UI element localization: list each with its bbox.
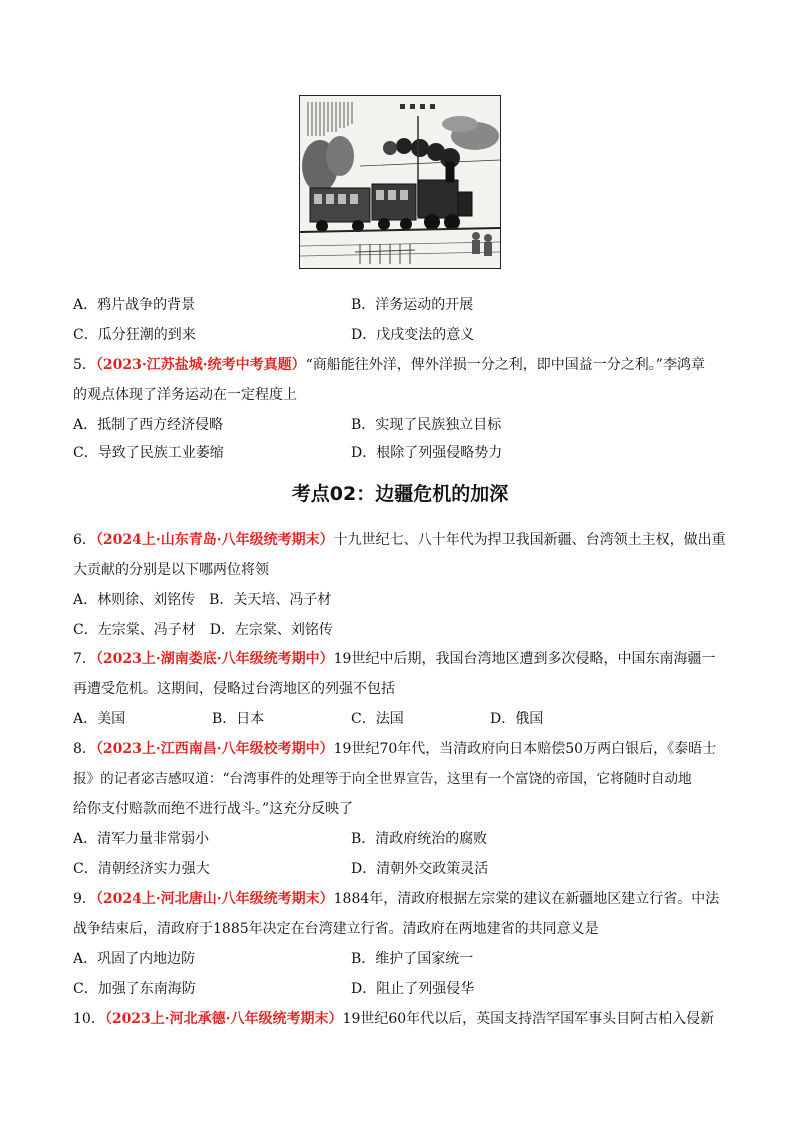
q6-number: 6．: [73, 532, 96, 548]
q8-option-d: D．清朝外交政策灵活: [351, 861, 489, 877]
q6-source-tag: （2024上·山东青岛·八年级统考期末）: [95, 532, 334, 548]
q4-option-a: A．鸦片战争的背景: [73, 297, 196, 313]
q5-option-a: A．抵制了西方经济侵略: [73, 417, 224, 433]
q9-option-d: D．阻止了列强侵华: [351, 981, 475, 997]
section-title: 考点02：边疆危机的加深: [291, 483, 509, 505]
q8-number: 8．: [73, 741, 96, 757]
q8-stem: [73, 739, 716, 759]
q5-stem: [73, 355, 705, 375]
q9-option-c: C．加强了东南海防: [73, 981, 196, 997]
q5-source-tag: （2023·江苏盐城·统考中考真题）: [95, 357, 306, 373]
q7-option-d: D．俄国: [490, 711, 544, 727]
q10-number: 10．: [73, 1011, 105, 1027]
q8-stem-line3: 给你支付赔款而绝不进行战斗。”这充分反映了: [73, 801, 354, 817]
q8-source-tag: （2023上·江西南昌·八年级校考期中）: [95, 741, 334, 757]
q7-stem-line1: 19世纪中后期，我国台湾地区遭到多次侵略，中国东南海疆一: [333, 651, 716, 667]
q9-option-b: B．维护了国家统一: [351, 951, 474, 967]
q7-option-c: C．法国: [351, 711, 404, 727]
q6-stem-line2: 大贡献的分别是以下哪两位将领: [73, 562, 269, 578]
q10-stem: [73, 1009, 714, 1029]
q8-stem-line2: 报》的记者宓吉感叹道：“台湾事件的处理等于向全世界宣告，这里有一个富饶的帝国，它将随时自动地: [73, 771, 692, 787]
q4-option-c: C．瓜分狂潮的到来: [73, 327, 196, 343]
q8-option-a: A．清军力量非常弱小: [73, 831, 210, 847]
q5-stem-line2: 的观点体现了洋务运动在一定程度上: [73, 387, 297, 403]
q9-stem-line2: 战争结束后，清政府于1885年决定在台湾建立行省。清政府在两地建省的共同意义是: [73, 921, 599, 937]
q6-options-cd: C．左宗棠、冯子材 D．左宗棠、刘铭传: [73, 622, 333, 638]
q9-number: 9．: [73, 891, 96, 907]
q9-option-a: A．巩固了内地边防: [73, 951, 196, 967]
q4-option-d: D．戊戌变法的意义: [351, 327, 475, 343]
q7-option-a: A．美国: [73, 711, 126, 727]
q10-source-tag: （2023上·河北承德·八年级统考期末）: [104, 1011, 343, 1027]
q7-option-b: B．日本: [212, 711, 265, 727]
q5-option-d: D．根除了列强侵略势力: [351, 445, 503, 461]
q7-source-tag: （2023上·湖南娄底·八年级统考期中）: [95, 651, 334, 667]
train-illustration-icon: [300, 96, 500, 268]
q7-number: 7．: [73, 651, 96, 667]
q5-stem-line1: “商船能往外洋，俾外洋损一分之利，即中国益一分之利。”李鸿章: [305, 357, 705, 373]
train-illustration: [299, 95, 501, 269]
q7-stem-line2: 再遭受危机。这期间，侵略过台湾地区的列强不包括: [73, 681, 395, 697]
q6-options-ab: A．林则徐、刘铭传 B．关天培、冯子材: [73, 592, 332, 608]
q7-stem: [73, 649, 715, 669]
q5-option-b: B．实现了民族独立目标: [351, 417, 502, 433]
q5-number: 5．: [73, 357, 96, 373]
q6-stem-line1: 十九世纪七、八十年代为捍卫我国新疆、台湾领土主权，做出重: [333, 532, 726, 548]
q6-stem: [73, 530, 726, 550]
q9-stem: [73, 889, 719, 909]
q9-stem-line1: 1884年，清政府根据左宗棠的建议在新疆地区建立行省。中法: [333, 891, 720, 907]
q8-stem-line1: 19世纪70年代，当清政府向日本赔偿50万两白银后，《泰晤士: [333, 741, 717, 757]
q10-stem-line1: 19世纪60年代以后，英国支持浩罕国军事头目阿古柏入侵新: [342, 1011, 715, 1027]
q4-option-b: B．洋务运动的开展: [351, 297, 474, 313]
q8-option-c: C．清朝经济实力强大: [73, 861, 210, 877]
q5-option-c: C．导致了民族工业萎缩: [73, 445, 224, 461]
q9-source-tag: （2024上·河北唐山·八年级统考期末）: [95, 891, 334, 907]
q8-option-b: B．清政府统治的腐败: [351, 831, 488, 847]
